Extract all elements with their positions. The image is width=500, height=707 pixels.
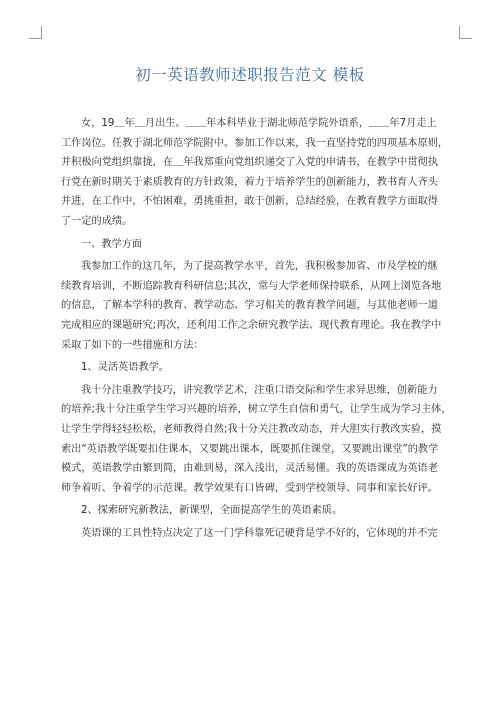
heading-text: 2、探索研究新教法，新课型，全面提高学生的英语素质。: [81, 505, 343, 517]
section-heading-teaching: [61, 235, 439, 255]
text-line: 师争着听、争着学的示范课。教学效果有口皆碑，受到学校领导、同事和家长好评。: [61, 482, 438, 494]
text-line: 的信息，了解本学科的教育、教学动态、学习相关的教育教学问题，与其他老师一道: [61, 300, 438, 312]
crop-mark-top-right: [459, 26, 472, 39]
subheading-new-methods: [61, 501, 439, 521]
text-line: 模式，英语教学由繁到简，由难到易，深入浅出，灵活易懂。我的英语课成为英语老: [61, 463, 438, 475]
paragraph-intro: [61, 114, 449, 232]
text-line: 让学生学得轻轻松松，老师教得自然;我十分关注教改动态，并大胆实行教改实验，摸: [61, 423, 442, 435]
heading-text: 一、教学方面: [81, 238, 143, 250]
crop-mark-top-left: [29, 26, 42, 39]
document-body: [61, 114, 452, 543]
paragraph-new-methods: [61, 524, 439, 544]
subheading-flexible-teaching: [61, 358, 439, 378]
text-line: 并进，在工作中，不怕困难，勇挑重担，敢于创新，总结经验，在教育教学方面取得: [61, 196, 438, 208]
text-line: 完成相应的课题研究;再次，还利用工作之余研究教学法、现代教育理论。我在教学中: [61, 319, 442, 331]
text-line: 工作岗位。任教于湖北师范学院附中。参加工作以来，我一直坚持党的四项基本原则，: [61, 137, 449, 149]
text-line: 了一定的成绩。: [61, 215, 133, 227]
text-line: 的培养;我十分注重学生学习兴趣的培养，树立学生自信和勇气，让学生成为学习主体，: [61, 404, 452, 416]
text-line: 女，19＿年＿月出生。＿＿年本科毕业于湖北师范学院外语系，＿＿年7月走上: [81, 118, 437, 129]
text-line: 续教育培训，不断追踪教育科研信息;其次，常与大学老师保持联系，从网上浏览各地: [61, 280, 442, 292]
text-line: 行党在新时期关于素质教育的方针政策，着力于培养学生的创新能力，教书育人齐头: [61, 176, 438, 188]
paragraph-teaching: [61, 257, 442, 355]
text-line: 并积极向党组织靠拢，在＿年我郑重向党组织递交了入党的申请书，在教学中贯彻执: [61, 157, 438, 169]
text-line: 索出“英语教学既要扣住课本，又要跳出课本，既要抓住课堂，又要跳出课堂”的教学: [61, 443, 439, 455]
text-line: 我十分注重教学技巧，讲究教学艺术，注重口语交际和学生求异思维，创新能力: [81, 384, 438, 396]
text-line: 我参加工作的这几年，为了提高教学水平，首先，我积极参加省、市及学校的继: [81, 261, 438, 273]
paragraph-flexible-teaching: [61, 381, 452, 499]
text-line: 采取了如下的一些措施和方法：: [61, 339, 204, 351]
heading-text: 1、灵活英语教学。: [81, 362, 169, 374]
text-line: 英语课的工具性特点决定了这一门学科靠死记硬背是学不好的，它体现的并不完: [81, 527, 438, 539]
document-title: 初一英语教师述职报告范文 模板: [135, 66, 365, 84]
